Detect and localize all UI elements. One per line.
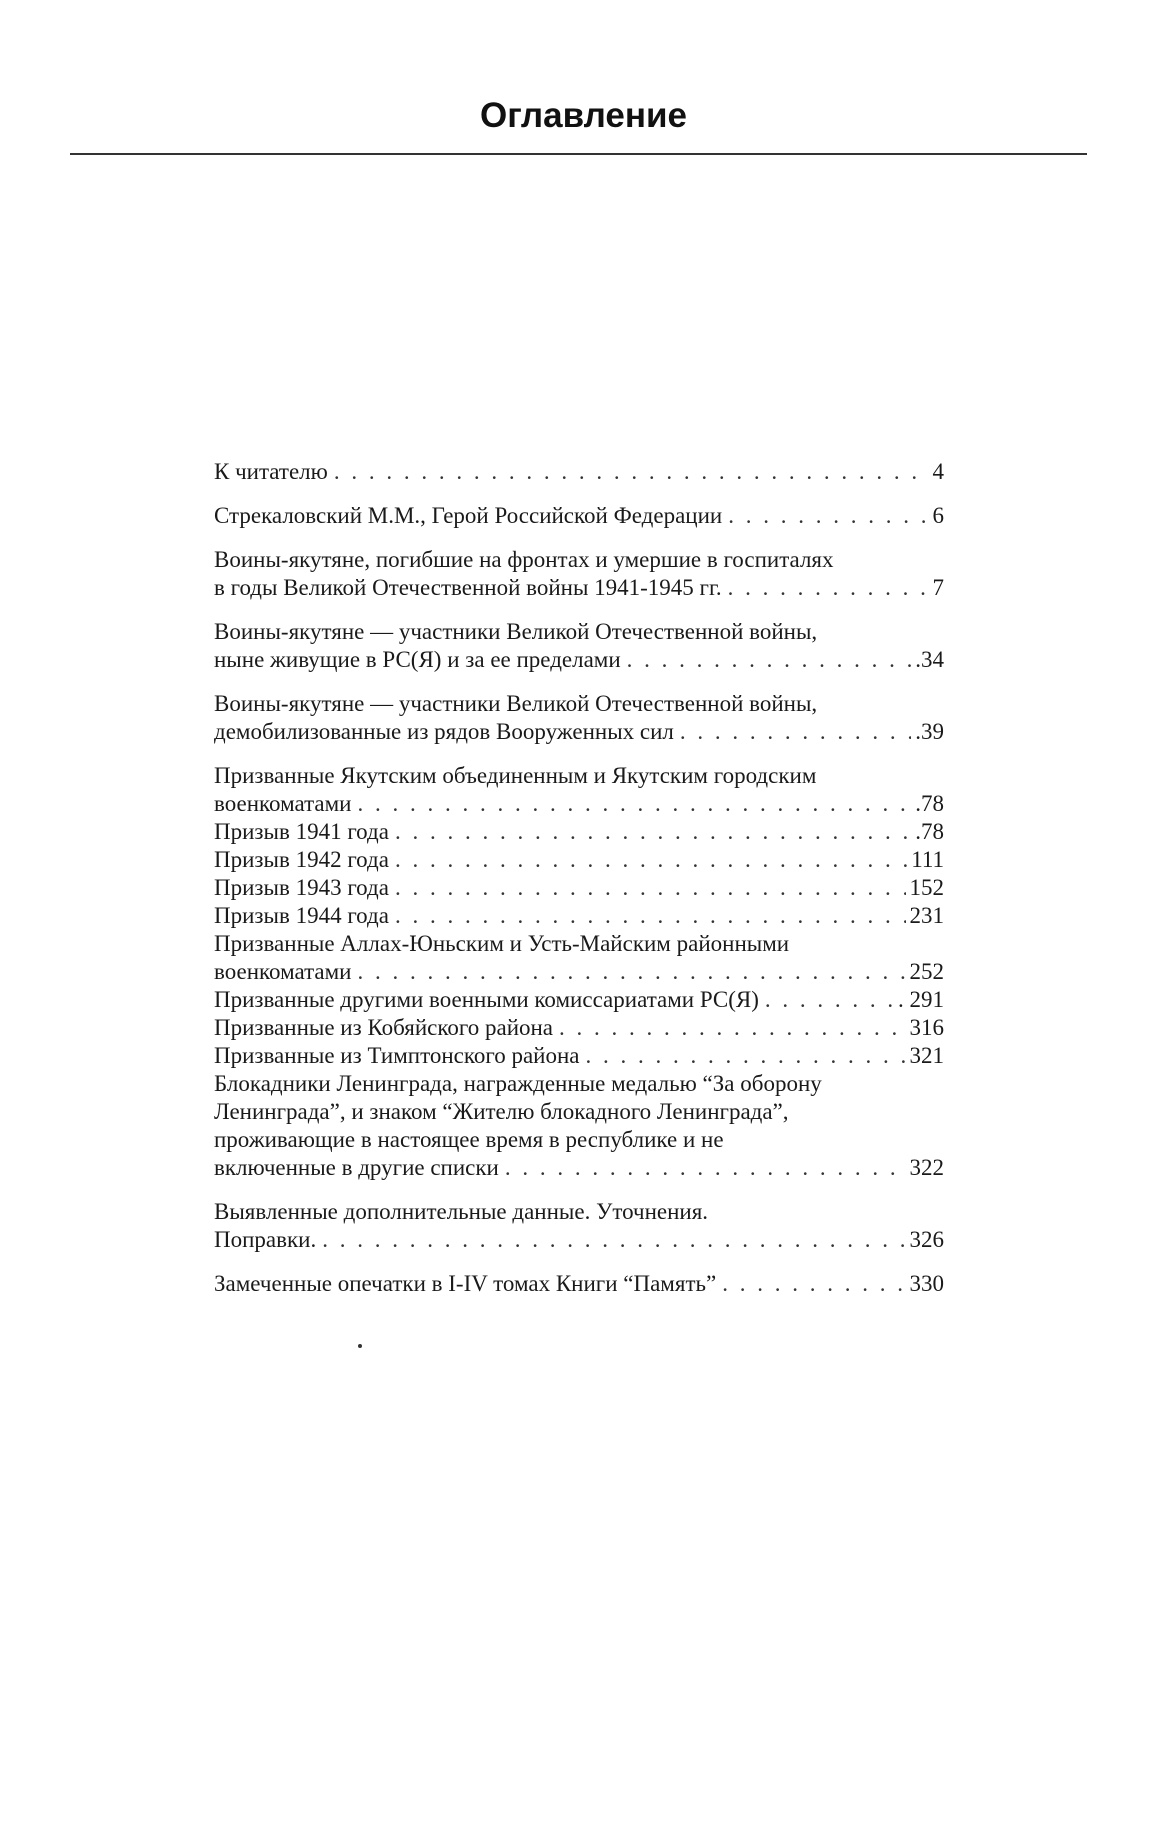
- toc-page-number: 4: [932, 459, 944, 484]
- toc-entry: [214, 902, 944, 930]
- dot-leader: [553, 1014, 905, 1042]
- toc-page-number: 321: [909, 1043, 944, 1068]
- toc-page-number: 252: [909, 959, 944, 984]
- toc-page-number: .78: [915, 819, 944, 844]
- toc-entry-last-line: [214, 1226, 944, 1254]
- dot-leader: [351, 958, 905, 986]
- toc-entry-title: Призыв 1944 года: [214, 903, 389, 928]
- toc-entry: [214, 986, 944, 1014]
- toc-entry-title: ныне живущие в РС(Я) и за ее пределами: [214, 647, 621, 672]
- toc-entry-line: проживающие в настоящее время в республике и не: [214, 1127, 724, 1152]
- toc-page-number: 316: [909, 1015, 944, 1040]
- toc-page-number: .34: [915, 647, 944, 672]
- toc-entry-line: Выявленные дополнительные данные. Уточнения.: [214, 1199, 709, 1224]
- toc-page-number: .39: [915, 719, 944, 744]
- toc-entry-title: Призыв 1941 года: [214, 819, 389, 844]
- toc-page-number: . 291: [898, 987, 944, 1012]
- toc-entry: [214, 1198, 944, 1254]
- toc-entry-last-line: [214, 646, 944, 674]
- dot-leader: [316, 1226, 905, 1254]
- toc-entry-last-line: [214, 502, 944, 530]
- toc-entry-line: Воины-якутяне, погибшие на фронтах и умершие в госпиталях: [214, 547, 834, 572]
- toc-entry-last-line: [214, 986, 944, 1014]
- toc-entry-title: Стрекаловский М.М., Герой Российской Федерации: [214, 503, 723, 528]
- toc-page-number: 330: [909, 1271, 944, 1296]
- toc-entry: [214, 458, 944, 486]
- toc-entry-line: Воины-якутяне — участники Великой Отечественной войны,: [214, 691, 818, 716]
- toc-entry-last-line: [214, 958, 944, 986]
- toc-entry-title: демобилизованные из рядов Вооруженных сил: [214, 719, 674, 744]
- toc-entry-line: Блокадники Ленинграда, награжденные медалью “За оборону: [214, 1071, 822, 1096]
- title-divider: [70, 153, 1087, 155]
- dot-leader: [389, 818, 911, 846]
- toc-page-number: 111: [911, 847, 944, 872]
- toc-entry: [214, 1014, 944, 1042]
- toc-entry-last-line: [214, 902, 944, 930]
- toc-entry: [214, 762, 944, 818]
- toc-entry-title: военкоматами: [214, 791, 352, 816]
- dot-leader: [759, 986, 894, 1014]
- toc-page-number: 152: [909, 875, 944, 900]
- toc-entry: [214, 502, 944, 530]
- toc-entry-last-line: [214, 1154, 944, 1182]
- toc-entry-title: Призванные другими военными комиссариатами РС(Я): [214, 987, 759, 1012]
- toc-entry-title: военкоматами: [214, 959, 352, 984]
- toc-entry: [214, 818, 944, 846]
- toc-entry: [214, 546, 944, 602]
- dot-leader: [389, 874, 906, 902]
- toc-entry: [214, 846, 944, 874]
- toc-entry-title: К читателю: [214, 459, 328, 484]
- toc-page-number: 322: [909, 1155, 944, 1180]
- toc-entry-title: Призванные из Тимптонского района: [214, 1043, 580, 1068]
- toc-page-number: 326: [909, 1227, 944, 1252]
- print-speck: [358, 1344, 362, 1348]
- toc-entry: [214, 618, 944, 674]
- toc-page-number: 7: [932, 575, 944, 600]
- toc-entry-title: Замеченные опечатки в I-IV томах Книги “Память”: [214, 1271, 717, 1296]
- dot-leader: [328, 458, 929, 486]
- dot-leader: [389, 846, 907, 874]
- toc-entry-title: Поправки.: [214, 1227, 317, 1252]
- toc-entry: [214, 1070, 944, 1182]
- dot-leader: [722, 574, 929, 602]
- toc-entry-last-line: [214, 790, 944, 818]
- dot-leader: [621, 646, 912, 674]
- dot-leader: [499, 1154, 906, 1182]
- dot-leader: [722, 502, 928, 530]
- toc-entry: [214, 874, 944, 902]
- toc-entry-line: Ленинграда”, и знаком “Жителю блокадного Ленинграда”,: [214, 1099, 789, 1124]
- toc-page-number: 6: [932, 503, 944, 528]
- toc-entry-title: в годы Великой Отечественной войны 1941-1945 гг.: [214, 575, 722, 600]
- toc-entry-line: Воины-якутяне — участники Великой Отечественной войны,: [214, 619, 818, 644]
- toc-entry-title: Призыв 1943 года: [214, 875, 389, 900]
- toc-entry: [214, 930, 944, 986]
- toc-entry-last-line: [214, 818, 944, 846]
- toc-entry-last-line: [214, 846, 944, 874]
- toc-entry-title: включенные в другие списки: [214, 1155, 499, 1180]
- page-title: Оглавление: [479, 96, 688, 135]
- toc-entry-title: Призванные из Кобяйского района: [214, 1015, 554, 1040]
- toc-entry-line: Призванные Аллах-Юньским и Усть-Майским районными: [214, 931, 790, 956]
- toc-entry-last-line: [214, 458, 944, 486]
- toc-entry-last-line: [214, 718, 944, 746]
- table-of-contents: [214, 458, 944, 1298]
- toc-entry-last-line: [214, 1042, 944, 1070]
- dot-leader: [389, 902, 906, 930]
- toc-entry-title: Призыв 1942 года: [214, 847, 389, 872]
- toc-entry: [214, 1270, 944, 1298]
- toc-entry: [214, 1042, 944, 1070]
- toc-page-number: 231: [909, 903, 944, 928]
- toc-entry-last-line: [214, 1270, 944, 1298]
- toc-entry-last-line: [214, 1014, 944, 1042]
- dot-leader: [580, 1042, 906, 1070]
- toc-entry-last-line: [214, 574, 944, 602]
- toc-entry-line: Призванные Якутским объединенным и Якутским городским: [214, 763, 817, 788]
- toc-entry: [214, 690, 944, 746]
- dot-leader: [674, 718, 911, 746]
- dot-leader: [716, 1270, 905, 1298]
- toc-entry-last-line: [214, 874, 944, 902]
- toc-page-number: .78: [915, 791, 944, 816]
- dot-leader: [351, 790, 911, 818]
